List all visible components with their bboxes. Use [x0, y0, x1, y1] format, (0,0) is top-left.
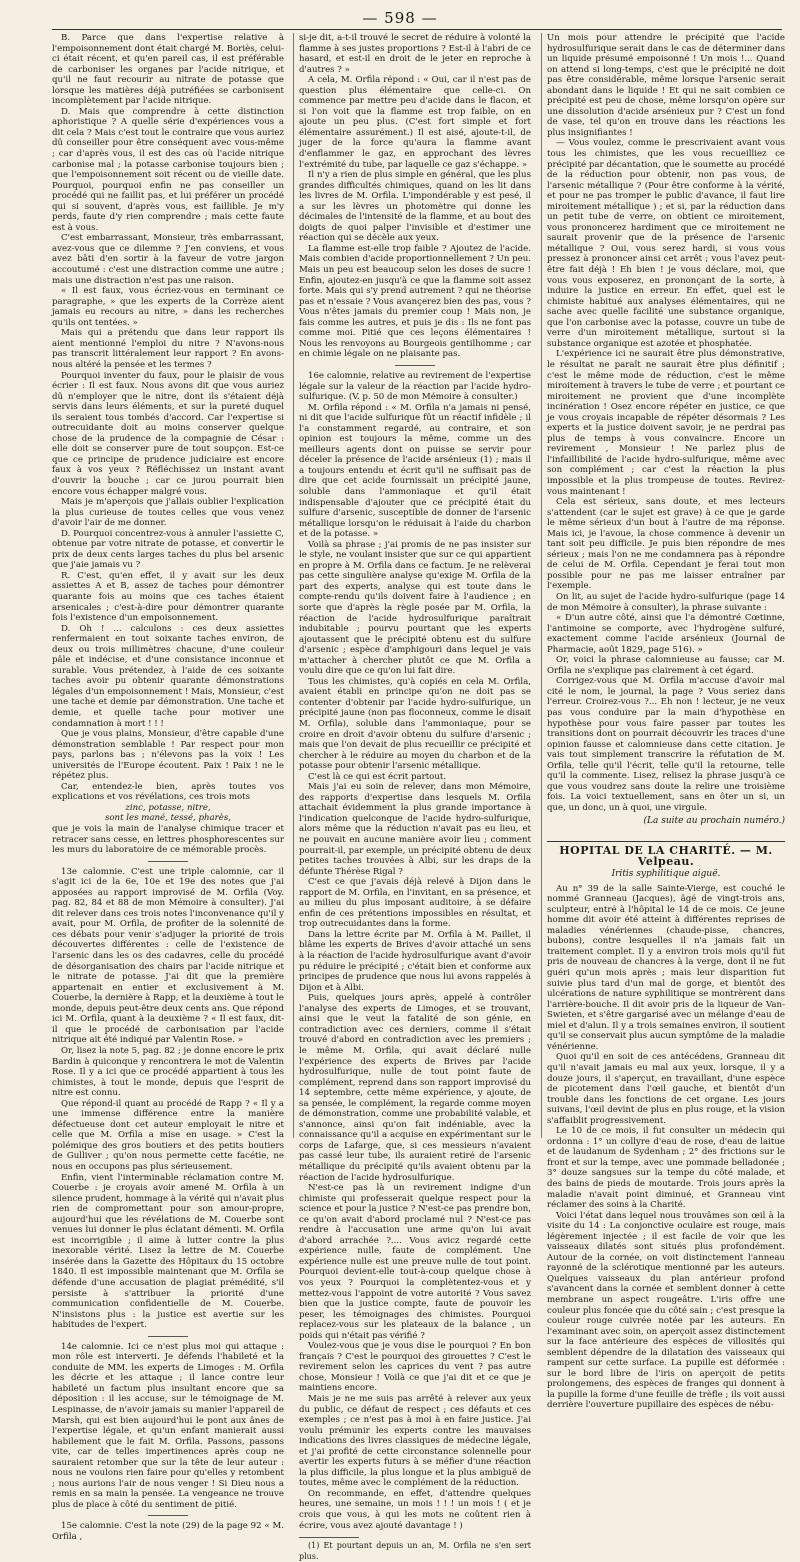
paragraph: Or, lisez la note 5, pag. 82 ; je donne encore le prix Bardin à quiconque y rencontrera le mot de Valentin Rose. Il y a ici que ce procédé appartient à tous les chimistes, à tout le monde, depuis que l'esprit de nitre est connu. [52, 1045, 284, 1099]
article-subtitle: Iritis syphilitique aiguë. [611, 869, 721, 880]
paragraph: si-je dit, a-t-il trouvé le secret de réduire à volonté la flamme à ses justes proportions ? Est-il à l'abri de ce hasard, et est-il en droit de le jeter en reproche à d'autres ? » [299, 33, 531, 75]
paragraph: Voici l'état dans lequel nous trouvâmes son œil à la visite du 14 : La conjonctive oculaire est rouge, mais légèrement injectée ; il est facile de voir que les vaisseaux dilatés sont situés plus profondément. Autour de la cornée, on voit distinctement l'anneau rayonné de la sclérotique mentionné par les auteurs. Quelques vaisseaux du plan antérieur profond s'avancent dans la cornée et semblent donner à cette membrane un aspect rougeâtre. L'iris offre une couleur plus foncée que du côté sain ; c'est presque la couleur rouge cuivrée notée par les auteurs. En l'examinant avec soin, on aperçoit assez distinctement sur la face antérieure des espèces de villosités qui semblent dépendre de la dilatation des vaisseaux qui rampent sur cette surface. La pupille est déformée : sur le bord libre de l'iris on aperçoit de petits prolongemens, des espèces de franges qui donnent à la pupille la forme d'une feuille de trèfle ; ils voit aussi derrière l'ouverture pupillaire des espèces de nébu- [547, 1210, 785, 1411]
paragraph: Il n'y a rien de plus simple en général, que les plus grandes difficultés chimiques, quand on les lit dans les livres de M. Orfila. L'impondérable y est pesé, il a sur les lèvres un photomètre qui donne les décimales de l'intensité de la flamme, et au bout des doigts de quoi palper l'invisible et d'estimer une réaction qui se décèle aux yeux. [299, 170, 531, 244]
paragraph: L'expérience ici ne saurait être plus démonstrative, le résultat ne paraît ne saurait être plus définitif ; c'est le même mode de réduction, c'est le même miroitement à travers le tube de verre ; et pourtant ce miroitement ne provient que d'une incomplète incinération ! Osez encore répéter en justice, ce que je vous croyais incapable de répéter désormais ? Les experts et la justice doivent savoir, je ne perdrai pas plus de temps à vous convaincre. Encore un revirement , Monsieur ! Ne parlez plus de l'infaillibilité de l'acide hydro-sulfurique, même avec son complément ; car c'est la réaction la plus impossible et la plus trompeuse de toutes. Revirez-vous maintenant ! [547, 349, 785, 497]
paragraph: A cela, M. Orfila répond : « Oui, car il n'est pas de question plus élémentaire que celle-ci. On commence par mettre peu d'acide dans le flacon, et si l'on voit que la flamme est trop faible, on en ajoute un peu plus. (C'est fort simple et fort élémentaire assurément.) Il est aisé, ajoute-t-il, de juger de la force qu'aura la flamme avant d'enflammer le gaz, en approchant des lèvres l'extrémité du tube, par laquelle ce gaz s'échappe. » [299, 75, 531, 170]
paragraph: Voulez-vous que je vous dise le pourquoi ? En bon français ? C'est le pourquoi des girouettes ? C'est le revirement selon les caprices du vent ? pas autre chose, Monsieur ! Voilà ce que j'ai dit et ce que je maintiens encore. [299, 1341, 531, 1394]
paragraph: N'est-ce pas là un revirement indigne d'un chimiste qui professerait quelque respect pour la science et pour la justice ? N'est-ce pas prendre bon, ce qu'on avait d'abord proclamé nul ? N'est-ce pas rendre à l'accusation une arme qu'on lui avait d'abord arrachée ?.... Vous avicz regardé cette expérience nulle, faute de complément. Une expérience nulle est une preuve nulle de tout point. Pourquoi devient-elle tout-à-coup quelque chose à vos yeux ? Pourquoi la complètentez-vous et y mettez-vous l'appoint de votre autorité ? Vous savez bien que la justice compte, faute de pouvoir les peser, les témoignages des chimistes. Pourquoi replacez-vous sur les plateaux de la balance , un poids qui n'était pas vérifié ? [299, 1183, 531, 1341]
paragraph: Quoi qu'il en soit de ces antécédens, Granneau dit qu'il n'avait jamais eu mal aux yeux, lorsque, il y a douze jours, il s'aperçut, en travaillant, d'une espèce de picotement dans l'œil gauche, et bientôt d'un trouble dans les fonctions de cet organe. Les jours suivans, l'œil devint de plus en plus rouge, et la vision s'affaiblit progressivement. [547, 1052, 785, 1126]
paragraph: Que je vous plains, Monsieur, d'être capable d'une démonstration semblable ! Par respect pour mon pays, parlons bas ; n'élevons pas la voix ! Les universités de l'Europe écoutent. Paix ! Paix ! ne le répétez plus. [52, 729, 284, 782]
paragraph: — Vous voulez, comme le prescrivaient avant vous tous les chimistes, que les vous recueilliez ce précipité par décantation, que le soumette au procédé de la réduction pour obtenir, non pas vous, de l'arsenic métallique ? (Pour être conforme à la vérité, et pour ne pas tromper le public d'avance, il faut lire miroitement métallique ) ; et si, par la réduction dans un petit tube de verre, on obtient ce miroitement, vous prononcerez hardiment que ce miroitement ne saurait provenir que de la présence de l'arsenic métallique ? Oui, vous serez hardi, si vous vous pressez à prononcer ainsi cet arrêt ; vous l'avez peut-être fait déjà ! Eh bien ! je vous déclare, moi, que vous vous exposerez, en prononçant de la sorte, à induire la justice en erreur. En effet, quel est le chimiste habitué aux analyses élémentaires, qui ne sache avec quelle facilité une substance organique, que l'on carbonise avec la potasse, couvre un tube de verre d'un miroitement métallique, surtout si la substance organique est azotée et phosphatée. [547, 138, 785, 349]
paragraph: « D'un autre côté, ainsi que l'a démontré Cœtinne, l'antimoine se comporte, avec l'hydrogène sulfuré, exactement comme l'acide arsénieux (Journal de Pharmacie, août 1829, page 516). » [547, 613, 785, 655]
paragraph: C'est ce que j'avais déjà relevé à Dijon dans le rapport de M. Orfila, en l'invitant, en sa présence, et au milieu du plus imposant auditoire, à se défaire enfin de ces prétentions impossibles en résultat, et trop outrecuidantes dans la forme. [299, 877, 531, 930]
paragraph: que je vois la main de l'analyse chimique tracer et retracer sans cesse, en lettres phosphorescentes sur les murs du laboratoire de ce mémorable procès. [52, 824, 284, 856]
section-divider [395, 365, 435, 366]
paragraph: M. Orfila répond : « M. Orfila n'a jamais ni pensé, ni dit que l'acide sulfurique fût un réactif infidèle ; il l'a constamment regardé, au contraire, et son opinion est toujours la même, comme un des meilleurs agents dont on puisse se servir pour déceler la présence de l'acide arsénieux (1) ; mais il a toujours entendu et écrit qu'il ne suffisait pas de dire que cet acide fournissait un précipité jaune, soluble dans l'ammoniaque et qu'il était indispensable d'ajouter que ce précipité était du sulfure d'arsenic, susceptible de donner de l'arsenic métallique lorsqu'on le réduisait à l'aide du charbon et de la potasse. » [299, 402, 531, 540]
paragraph: B. Parce que dans l'expertise relative à l'empoisonnement dont était chargé M. Boriès, celui-ci était récent, et qu'en pareil cas, il est préférable de carboniser les organes par l'acide nitrique, et qu'il ne faut recourir au nitrate de potasse que lorsque les matières déjà putréfiées se carbonisent incomplètement par l'acide nitrique. [52, 33, 284, 107]
column-separator [541, 33, 542, 1138]
article-title: HOPITAL DE LA CHARITÉ. — M. Velpeau. [559, 844, 773, 868]
paragraph: C'est embarrassant, Monsieur, très embarrassant, avez-vous que ce dilemme ? J'en conviens, et vous avez bâti d'en sortir à la faveur de votre jargon accoutumé : c'est une distraction comme une autre ; mais une distraction n'est pas une raison. [52, 233, 284, 286]
paragraph: Pourquoi inventer du faux, pour le plaisir de vous écrier : Il est faux. Nous avons dit que vous auriez dû n'employer que le nitre, dont ils s'étaient déjà servis dans leurs éléments, et sur la pureté duquel ils seraient tous tombés d'accord. Car l'expertise si outrecuidante doit au moins conserver quelque chose de la prudence de la compagnie de César : elle doit se conserver pure de tout soupçon. Est-ce que ce principe de prudence judiciaire est encore faux à vos yeux ? Réfléchissez un instant avant d'ouvrir la bouche ; car ce jurou pourrait bien encore vous échapper malgré vous. [52, 370, 284, 497]
column-middle [299, 33, 531, 1561]
paragraph: D. Pourquoi concentrez-vous à annuler l'assiette C, obtenue par votre nitrate de potasse, et convertir le prix de deux cents larges taches du plus bel arsenic que j'aie jamais vu ? [52, 528, 284, 571]
paragraph: Mais j'ai eu soin de relever, dans mon Mémoire, des rapports d'expertise dans lesquels M. Orfila attachait évidemment la plus grande importance à l'indication quelconque de l'acide hydro-sulfurique, alors même que la réduction n'avait pas eu lieu, et ne pouvait en aucune manière avoir lieu ; comment pourrait-il, par exemple, un précipité obtenu de deux petites taches trouvées à Albi, sur les draps de la défunte Thérèse Rigal ? [299, 782, 531, 877]
paragraph: Puis, quelques jours après, appelé à contrôler l'analyse des experts de Limoges, et se trouvant, ainsi que le veut la fatalité de son génie, en contradiction avec ces derniers, comme il s'était trouvé d'abord en contradiction avec les premiers ; le même M. Orfila, qui avait déclaré nulle l'expérience des experts de Brives par l'acide hydrosulfurique, nulle de tout point faute de complément, reprend dans son rapport improvisé du 14 septembre, cette même expérience, y ajoute, de sa pensée, le complément, la regarde comme moyen de démonstration, comme une probabilité valable, et s'annonce, ainsi qu'on fait indéniable, avec la connaissance qu'il a acquise en expérimentant sur le corps de Lafarge, que, si ces messieurs n'avaient pas cassé leur tube, ils auraient retiré de l'arsenic métallique du précipité qu'ils avaient obtenu par la réaction de l'acide hydrosulfurique. [299, 993, 531, 1183]
footnote-rule [299, 1537, 359, 1538]
paragraph: « Il est faux, vous écriez-vous en terminant ce paragraphe, » que les experts de la Corrèze aient jamais eu recours au nitre, » dans les recherches qu'ils ont tentées. » [52, 286, 284, 328]
paragraph: On lit, au sujet de l'acide hydro-sulfurique (page 14 de mon Mémoire à consulter), la phrase suivante : [547, 591, 785, 613]
section-divider [148, 1515, 188, 1516]
column-left [52, 33, 284, 1543]
paragraph: 13e calomnie. C'est une triple calomnie, car il s'agit ici de la 6e, 10e et 19e des notes que j'ai apposées au rapport improvisé de M. Orfila (Voy. pag. 82, 84 et 88 de mon Mémoire à consulter). J'ai dit relever dans ces trois notes l'inconvenance qu'il y avait, pour M. Orfila, de profiter de la solennité de ces débats pour venir s'adjuger la priorité de trois découvertes différentes : celle de l'existence de l'arsenic dans les os des cadavres, celle du procédé de désorganisation des chairs par l'acide nitrique et le nitrate de potasse. J'ai dit que la première appartenait en entier et exclusivement à M. Couerbe, la dernière à Rapp, et la deuxième à tout le monde, depuis peut-être deux cents ans. Que répond ici M. Orfila, quant à la deuxième ? « Il est faux, dit-il que le procédé de carbonisation par l'acide nitrique ait été indiqué par Valentin Rose. » [52, 866, 284, 1046]
paragraph: Mais je ne me suis pas arrêté à relever aux yeux du public, ce défaut de respect ; ces défauts et ces exemples ; ce n'est pas à moi à en faire justice. J'ai voulu prémunir les experts contre les mauvaises indications des livres classiques de médecine légale, et j'ai profité de cette circonstance solennelle pour avertir les experts futurs à se méfier d'une réaction la plus difficile, la plus longue et la plus ambiguë de toutes, même avec le complément de la réduction. [299, 1394, 531, 1489]
paragraph: Dans la lettre écrite par M. Orfila à M. Paillet, il blâme les experts de Brives d'avoir attaché un sens à la réaction de l'acide hydrosulfurique avant d'avoir pu réduire le précipité ; c'était bien et conforme aux principes de prudence que nous lui avons rappelés à Dijon et à Albi. [299, 929, 531, 993]
paragraph: Le 10 de ce mois, il fut consulter un médecin qui ordonna : 1° un collyre d'eau de rose, d'eau de laitue et de laudanum de Sydenham ; 2° des frictions sur le front et sur la tempe, avec une pommade belladonée ; 3° douze sangsues sur la tempe du côté malade, et des bains de pieds de moutarde. Trois jours après la maladie n'avait point diminué, et Granneau vint réclamer des soins à la Charité. [547, 1126, 785, 1211]
paragraph: Or, voici la phrase calomnieuse au fausse; car M. Orfila ne s'explique pas clairement à cet égard. [547, 655, 785, 676]
paragraph: Mais qui a prétendu que dans leur rapport ils aient mentionné l'emploi du nitre ? N'avons-nous pas transcrit littéralement leur rapport ? En avons-nous altéré la pensée et les termes ? [52, 328, 284, 370]
section-divider [148, 1336, 188, 1337]
paragraph: D. Mais que comprendre à cette distinction aphoristique ? A quelle série d'expériences vous a dit cela ? Mais c'est tout le contraire que vous auriez dû conseiller pour être conséquent avec vous-même ; car d'après vous, il est des cas où l'acide nitrique carbonise mal ; la potasse carbonise toujours bien ; que l'empoisonnement soit récent ou de vieille date. Pourquoi, pourquoi enfin ne pas conseiller un procédé qui ne faillit pas, et lui préférer un procédé qui si souvent, d'après vous, est faillible. Je m'y perds, faute d'y rien comprendre ; mais cette faute est à vous. [52, 106, 284, 233]
paragraph: 15e calomnie. C'est la note (29) de la page 92 « M. Orfila , [52, 1521, 284, 1543]
paragraph: 14e calomnie. Ici ce n'est plus moi qui attaque : mon rôle est interverti. Je défends l'habileté et la conduite de MM. les experts de Limoges : M. Orfila les décrie et les attaque ; il lance contre leur habileté un factum plus insultant encore que sa déposition : il les accuse, sur le témoignage de M. Lespinasse, de n'avoir jamais su manier l'appareil de Marsh, qui est bien aujourd'hui le pont aux ânes de l'expertise légale, et qu'un enfant manierait aussi habilement que le fait M. Orfila. Passons, passons vite, car de telles impertinences après coup ne sauraient retomber que sur la tête de leur auteur : nous ne voulons rien faire pour qu'elles y retombent ; nous aurions l'air de nous venger ! Si Dieu nous a remis en sa main la pensée. La vengeance ne trouve plus de place à côté du sentiment de pitié. [52, 1341, 284, 1510]
paragraph: On recommande, en effet, d'attendre quelques heures, une semaine, un mois ! ! ! un mois ! ( et je crois que vous, à qui les mots ne coûtent rien à écrire, vous avez ajouté davantage ! ) [299, 1488, 531, 1531]
paragraph: La flamme est-elle trop faible ? Ajoutez de l'acide. Mais combien d'acide proportionnellement ? Un peu. Mais un peu est beaucoup selon les doses de sucre ! Enfin, ajoutez-en jusqu'à ce que la flamme soit assez forte. Mais qui s'y prend autrement ? qui ne théorise pas et n'essaie ? Vous avançerez bien des pas, vous ? Vous n'êtes jamais du premier coup ! Mais non, je fais comme les autres, et puis je dis : Ils ne font pas comme moi. Pitié que ces leçons élémentaires ! Nous les renvoyons au Bourgeois gentilhomme ; car en chimie légale on ne plaisante pas. [299, 243, 531, 360]
paragraph: Que répond-il quant au procédé de Rapp ? « Il y a une immense différence entre la manière défectueuse dont cet auteur employait le nitre et celle que M. Orfila a mise en usage. » C'est la polémique des gros boutiers et des petits boutiers de Gulliver ; qu'on nous permette cette facétie, ne nous en occupons pas plus sérieusement. [52, 1098, 284, 1172]
paragraph: Corrigez-vous que M. Orfila m'accuse d'avoir mal cité le nom, le journal, la page ? Vous seriez dans l'erreur. Croirez-vous ?... Eh non ! lecteur, je ne veux pas vous conduire par la main d'hypothèse en hypothèse pour vous faire passer par toutes les transitions dont on pourrait découvrir les traces d'une opinion fausse et calomnieuse dans cette citation. Je vais tout simplement transcrire la réfutation de M. Orfila, telle qu'il l'écrit, telle qu'il la retourne, telle qu'il la commente. Lisez, relisez la phrase jusqu'à ce que vous voudrez sans doute la relire une troisième fois. La voici textuellement, sans en ôter un si, un que, un donc, un à quoi, une virgule. [547, 676, 785, 813]
paragraph: Car, entendez-le bien, après toutes vos explications et vos révélations, ces trois mots [52, 781, 284, 803]
section-rule [547, 841, 785, 842]
paragraph: R. C'est, qu'en effet, il y avait sur les deux assiettes A et B, assez de taches pour démontrer quarante fois au moins que ces taches étaient arsenicales ; c'est-à-dire pour démontrer quarante fois l'existence d'un empoisonnement. [52, 570, 284, 624]
paragraph: Tous les chimistes, qu'à copiés en cela M. Orfila, avaient établi en principe qu'on ne doit pas se contenter d'obtenir par l'acide hydro-sulfurique, un précipité jaune (non pas floconneux, comme le disait M. Orfila), soluble dans l'ammoniaque, pour se croire en droit d'avoir obtenu du sulfure d'arsenic ; mais que l'on devait de plus recueillir ce précipité et chercher à le réduire au moyen du charbon et de la potasse pour obtenir l'arsenic métallique. [299, 676, 531, 772]
paragraph: Mais je m'aperçois que j'allais oublier l'explication la plus curieuse de toutes celles que vous venez d'avoir l'air de me donner. [52, 497, 284, 529]
verse-line: zinc, potasse, nitre, [125, 802, 211, 813]
footnote: (1) Et pourtant depuis un an, M. Orfila ne s'en sert plus. [299, 1541, 531, 1561]
paragraph: Voilà sa phrase ; j'ai promis de ne pas insister sur le style, ne voulant insister que sur ce qui appartient en propre à M. Orfila dans ce factum. Je ne relèverai pas cette singulière analyse qu'exige M. Orfila de la part des experts, analyse qui est toute dans le compte-rendu qu'ils doivent faire à l'audience ; en sorte que d'après la règle posée par M. Orfila, la réaction de l'acide hydrosulfurique paraîtrait indubitable ; pourvu pourtant que les experts ajoutassent que le précipité obtenu est du sulfure d'arsenic ; espèce d'amphigouri dans lequel je vais m'attacher à chercher plutôt ce que M. Orfila a voulu dire que ce qu'on lui fait dire. [299, 539, 531, 677]
page-number: — 598 — [362, 9, 438, 27]
continue-notice: (La suite au prochain numéro.) [643, 816, 785, 827]
paragraph: Un mois pour attendre le précipité que l'acide hydrosulfurique serait dans le cas de déterminer dans un liquide présumé empoisonné ! Un mois !... Quand on attend si long-temps, c'est que le précipité ne doit pas être considérable, même lorsque l'arsenic serait abondant dans le liquide ! Et qui ne sait combien ce précipité est peu de chose, même lorsqu'on opère sur une dissolution d'acide arsénieux pur ? C'est un fond de vase, tel qu'on en trouve dans les réactions les plus insignifiantes ! [547, 33, 785, 138]
paragraph: C'est là ce qui est écrit partout. [308, 771, 447, 782]
paragraph: Enfin, vient l'interminable réclamation contre M. Couerbe : je croyais avoir amené M. Orfila à un silence prudent, hommage à la vérité qui n'avait plus rien de compromettant pour son amour-propre, aujourd'hui que les révélations de M. Couerbe sont venues lui donner le plus éclatant démenti. M. Orfila est incorrigible ; il aime à lutter contre la plus inexorable vérité. Lisez la lettre de M. Couerbe insérée dans la Gazette des Hôpitaux du 15 octobre 1840. Il est impossible maintenant que M. Orfila se défende d'une accusation de plagiat prémédité, s'il persiste à s'attribuer la priorité d'une communication confidentielle de M. Couerbe. N'insistons plus : la justice est avertie sur les habitudes de l'expert. [52, 1172, 284, 1331]
paragraph: 16e calomnie, relative au revirement de l'expertise légale sur la valeur de la réaction par l'acide hydro-sulfurique. (V. p. 50 de mon Mémoire à consulter.) [299, 370, 531, 403]
verse-line: sont les mané, tessé, pharès, [104, 813, 232, 824]
top-rule [52, 29, 782, 30]
paragraph: Au n° 39 de la salle Sainte-Vierge, est couché le nommé Granneau (Jacques), âgé de vingt-trois ans, sculpteur, entré à l'hôpital le 14 de ce mois. Ce jeune homme dit avoir été atteint à différentes reprises de maladies vénériennes (chaude-pisse, chancres, bubons), contre lesquelles il n'a jamais fait un traitement complet. Il y a environ trois mois qu'il fut pris de nouveau de chancres à la verge, dont il ne fut guéri qu'un mois après ; mais leur disparition fut suivie plus tard d'un mal de gorge, et bientôt des ulcérations de nature syphilitique se montrèrent dans l'arrière-bouche. Il dit avoir pris de la liqueur de Van-Swieten, et s'être gargarisé avec un mélange d'eau de miel et d'alun. Il y a trois semaines environ, il soutient qu'il se conservait plus aucun symptôme de la maladie vénérienne. [547, 883, 786, 1052]
section-divider [148, 861, 188, 862]
column-separator [293, 33, 294, 1138]
paragraph: D. Oh ! ... calculons : ces deux assiettes renfermaient en tout soixante taches environ, de deux ou trois millimètres chacune, d'une couleur pâle et indécise, et d'une consistance inconnue et surable. Vous prétendez, à l'aide de ces soixante taches avoir pu obtenir quarante démonstrations légales d'un empoisonnement ! Mais, Monsieur, c'est une tache et demie par démonstration. Une tache et demie, et quelle tache pour motiver une condamnation à mort ! ! ! [52, 623, 284, 729]
column-right [547, 33, 786, 1411]
paragraph: Cela est sérieux, sans doute, et mes lecteurs s'attendent (car le sujet est grave) à ce que je garde le même sérieux d'un bout à l'autre de ma réponse. Mais ici, je l'avoue, la chose commence à devenir un tant soit peu difficile. Je puis bien répondre de mes sérieux ; mais l'on ne me condamnera pas à répondre de celui de M. Orfila. Cependant je ferai tout mon possible pour ne pas me laisser entraîner par l'exemple. [547, 497, 785, 592]
